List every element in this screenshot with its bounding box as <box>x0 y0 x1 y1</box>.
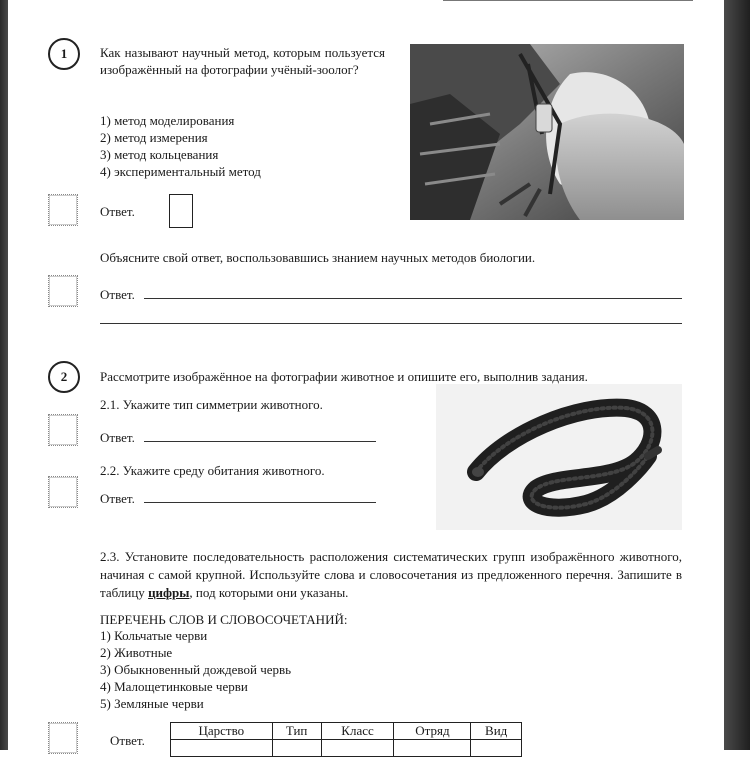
q2-sub3-score-box[interactable] <box>48 722 78 754</box>
q2-sub1-answer-label: Ответ. <box>100 430 135 445</box>
q1-answer-cell[interactable] <box>169 194 193 228</box>
q2-sub3-emphasis: цифры <box>148 585 190 600</box>
q2-list-item-5: 5) Земляные черви <box>100 696 204 711</box>
q1-answer-label: Ответ. <box>100 204 135 219</box>
q1-option-3: 3) метод кольцевания <box>100 147 219 162</box>
answer-table-cell[interactable] <box>471 740 522 757</box>
q1-explain-score-box[interactable] <box>48 275 78 307</box>
screen-frame-left <box>0 0 8 750</box>
screen-frame-right <box>724 0 750 750</box>
answer-table-header-row <box>171 723 522 740</box>
answer-table-header: Класс <box>321 723 394 740</box>
answer-table <box>170 722 522 757</box>
q2-list-item-2: 2) Животные <box>100 645 173 660</box>
q2-list-item-3: 3) Обыкновенный дождевой червь <box>100 662 292 677</box>
q1-option-1: 1) метод моделирования <box>100 113 235 128</box>
q2-list-item-1: 1) Кольчатые черви <box>100 628 208 643</box>
q2-list-title: ПЕРЕЧЕНЬ СЛОВ И СЛОВОСОЧЕТАНИЙ: <box>100 612 348 627</box>
answer-table-cell[interactable] <box>272 740 321 757</box>
question-2-text: Рассмотрите изображённое на фотографии животное и опишите его, выполнив задания. <box>100 369 588 384</box>
q1-explain-prompt: Объясните свой ответ, воспользовавшись знанием научных методов биологии. <box>100 250 536 265</box>
answer-table-header: Отряд <box>394 723 471 740</box>
q2-sub3-text-end: , под которыми они указаны. <box>189 585 349 600</box>
q2-sub2-score-box[interactable] <box>48 476 78 508</box>
question-1-text: Как называют научный метод, которым пользуется изображённый на фотографии учёный-зоолог? <box>100 45 385 77</box>
header-rule <box>443 0 693 1</box>
q1-option-4: 4) экспериментальный метод <box>100 164 261 179</box>
q2-sub2-text: 2.2. Укажите среду обитания животного. <box>100 463 325 478</box>
answer-table-header: Царство <box>171 723 273 740</box>
answer-table-cell[interactable] <box>321 740 394 757</box>
answer-table-header: Вид <box>471 723 522 740</box>
answer-table-header: Тип <box>272 723 321 740</box>
q1-score-box[interactable] <box>48 194 78 226</box>
question-2-number: 2 <box>48 361 80 393</box>
q2-table-answer-label: Ответ. <box>110 733 145 748</box>
question-1-number: 1 <box>48 38 80 70</box>
q1-explain-line-2[interactable] <box>100 323 682 324</box>
answer-table-cell[interactable] <box>171 740 273 757</box>
q2-sub1-text: 2.1. Укажите тип симметрии животного. <box>100 397 323 412</box>
q2-sub3-text-main: 2.3. Установите последовательность расположения систематических групп изображённого животного, начиная с самой крупной. Используйте слова и словосочетания из предложенного перечня. Запишите в таблицу <box>100 549 682 600</box>
q2-sub2-answer-line[interactable] <box>144 502 376 503</box>
q1-option-2: 2) метод измерения <box>100 130 208 145</box>
bird-ringing-photo <box>410 44 684 220</box>
q1-explain-line-1[interactable] <box>144 298 682 299</box>
q2-list-item-4: 4) Малощетинковые черви <box>100 679 248 694</box>
q1-explain-answer-label: Ответ. <box>100 287 135 302</box>
answer-table-cell[interactable] <box>394 740 471 757</box>
q2-sub3-text <box>100 548 682 602</box>
document-page <box>8 0 724 750</box>
answer-table-input-row <box>171 740 522 757</box>
q2-sub1-score-box[interactable] <box>48 414 78 446</box>
q2-sub2-answer-label: Ответ. <box>100 491 135 506</box>
earthworm-photo <box>436 384 682 530</box>
q2-sub1-answer-line[interactable] <box>144 441 376 442</box>
